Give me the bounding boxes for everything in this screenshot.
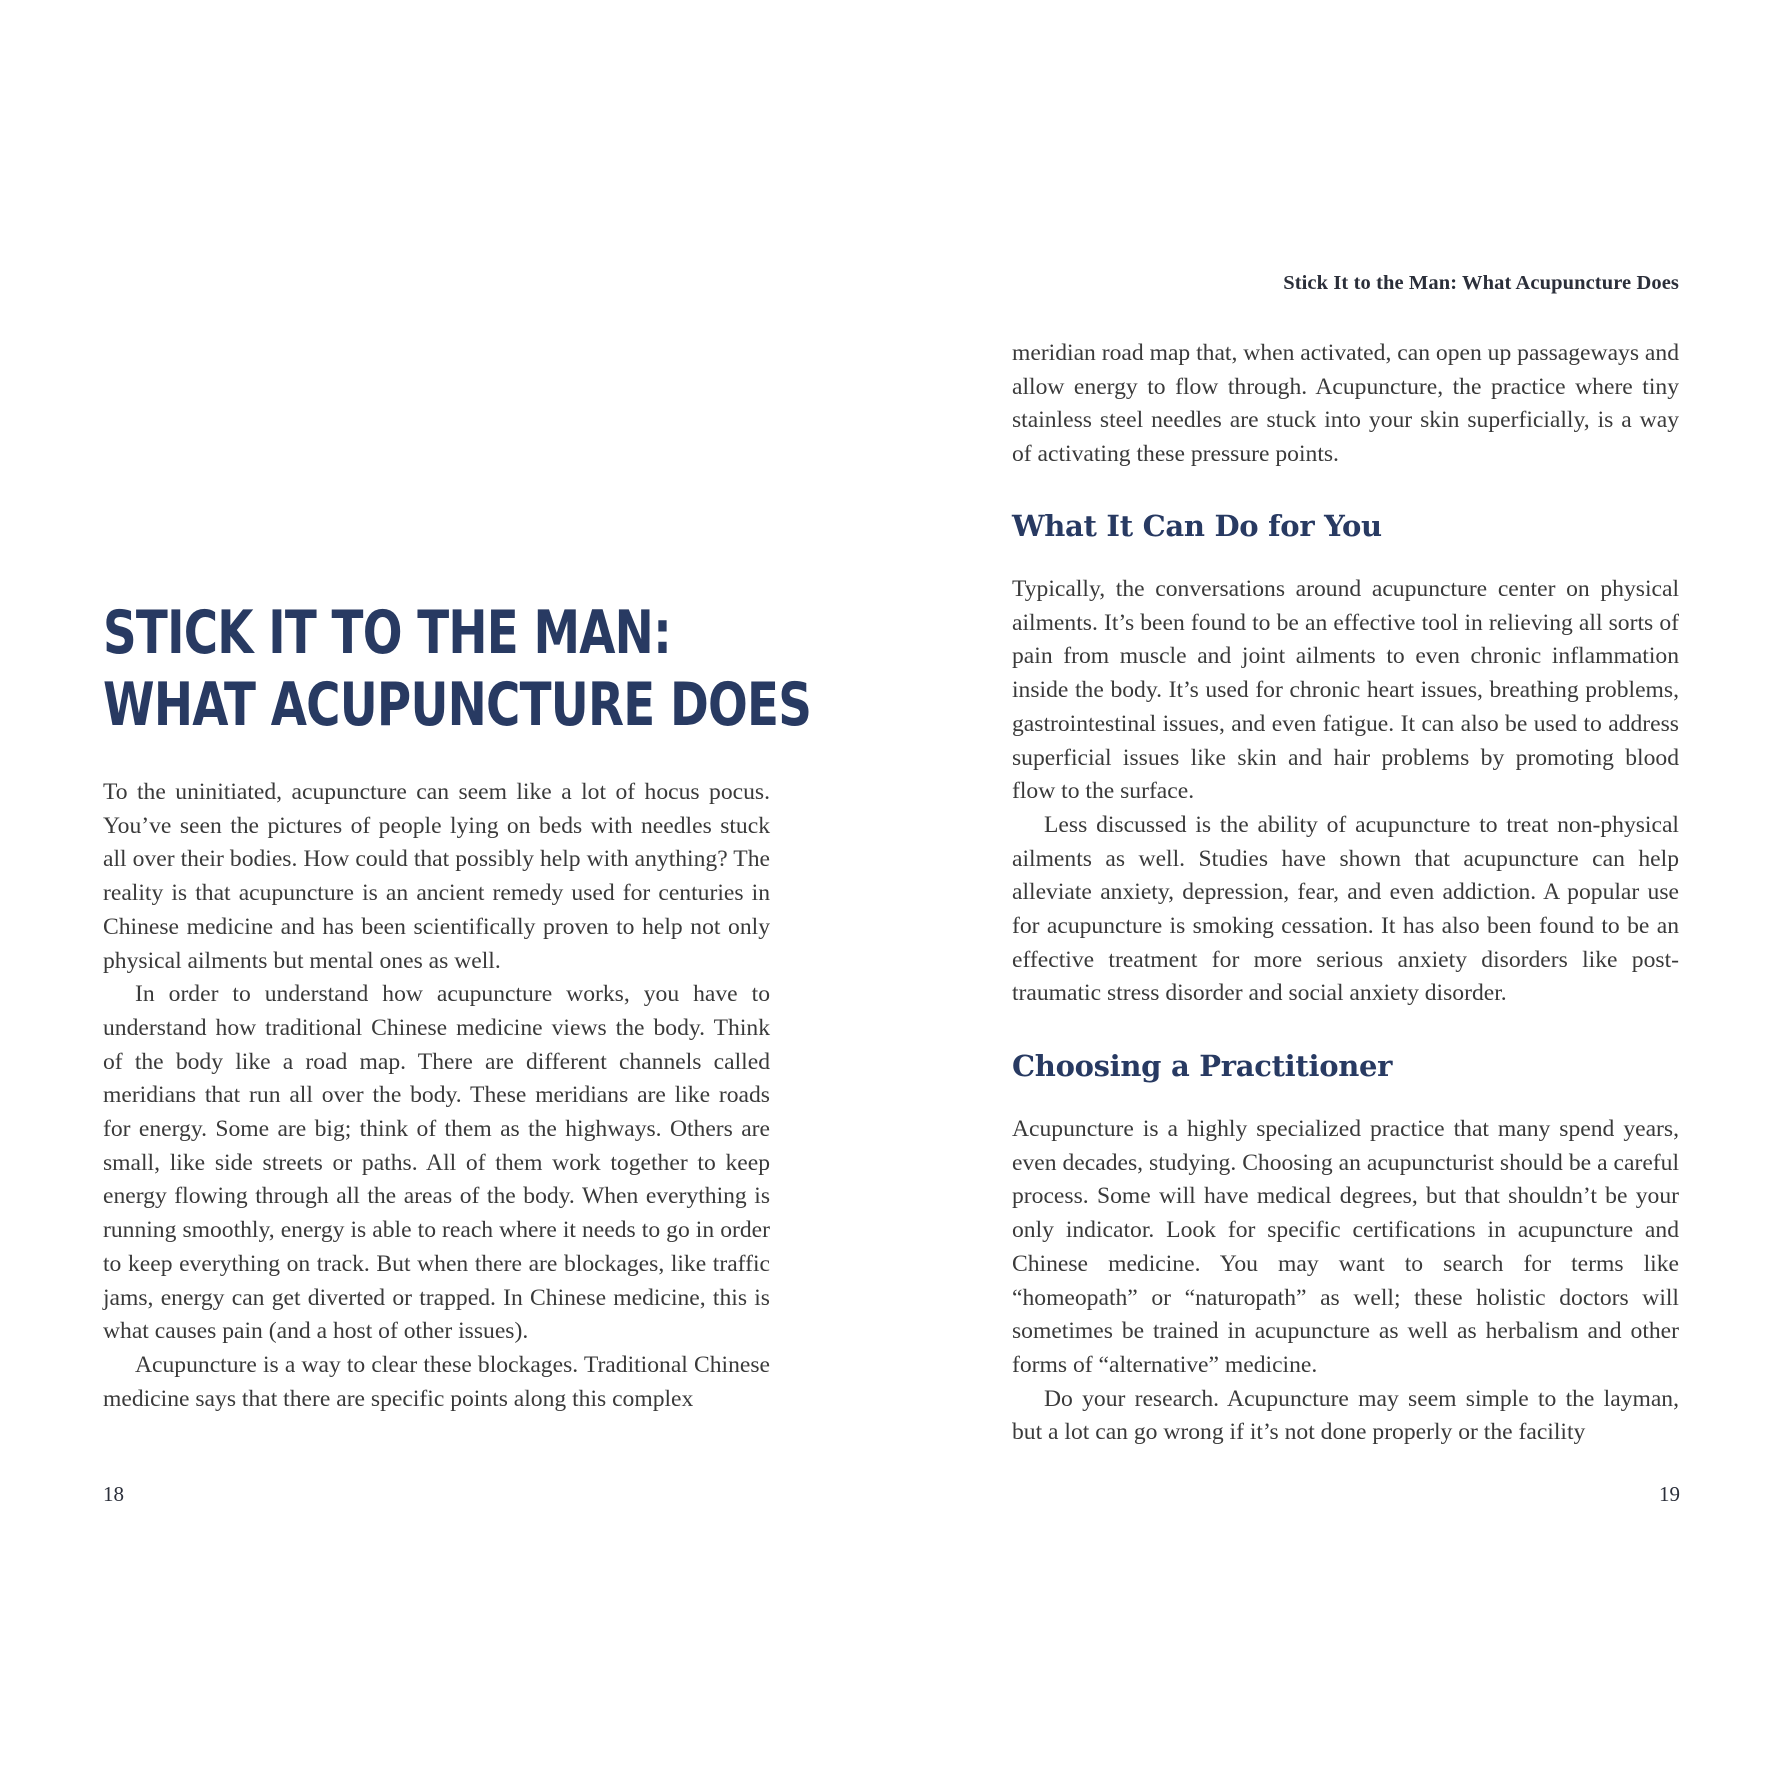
- running-head: Stick It to the Man: What Acupuncture Does: [1283, 272, 1679, 294]
- section-heading-what-it-can-do: What It Can Do for You: [1012, 509, 1382, 543]
- paragraph: In order to understand how acupuncture works, you have to understand how traditional Chinese medicine views the body. Think of the body like a road map. There are different channels called meridians that run all over the body. These meridians are like roads for energy. Some are big; think of them as the highways. Others are small, like side streets or paths. All of them work together to keep energy flowing through all the areas of the body. When everything is running smoothly, energy is able to reach where it needs to go in order to keep everything on track. But when there are blockages, like traffic jams, energy can get diverted or trapped. In Chinese medicine, this is what causes pain (and a host of other issues).: [103, 981, 770, 1345]
- chapter-title-line-2: WHAT ACUPUNCTURE DOES: [103, 670, 812, 740]
- paragraph: To the uninitiated, acupuncture can seem like a lot of hocus pocus. You’ve seen the pictures of people lying on beds with needles stuck all over their bodies. How could that possibly help with anything? The reality is that acupuncture is an ancient remedy used for centuries in Chinese medicine and has been scientifically proven to help not only physical ailments but mental ones as well.: [103, 779, 770, 974]
- paragraph: Do your research. Acupuncture may seem simple to the layman, but a lot can go wrong if it’s not done properly or the facility: [1012, 1385, 1679, 1446]
- paragraph: Less discussed is the ability of acupuncture to treat non-physical ailments as well. Studies have shown that acupuncture can help alleviate anxiety, depression, fear, and even addiction. A popular use for acupuncture is smoking cessation. It has also been found to be an effective treatment for more serious anxiety disorders like post-traumatic stress disorder and social anxiety disorder.: [1012, 811, 1679, 1007]
- chapter-title: [103, 597, 812, 741]
- paragraph: Typically, the conversations around acupuncture center on physical ailments. It’s been found to be an effective tool in relieving all sorts of pain from muscle and joint ailments to even chronic inflammation inside the body. It’s used for chronic heart issues, breathing problems, gastrointestinal issues, and even fatigue. It can also be used to address superficial issues like skin and hair problems by promoting blood flow to the surface.: [1012, 576, 1679, 805]
- paragraph: Acupuncture is a highly specialized practice that many spend years, even decades, studying. Choosing an acupuncturist should be a careful process. Some will have medical degrees, but that shouldn’t be your only indicator. Look for specific certifications in acupuncture and Chinese medicine. You may want to search for terms like “homeopath” or “naturopath” as well; these holistic doctors will sometimes be trained in acupuncture as well as herbalism and other forms of “alternative” medicine.: [1012, 1116, 1679, 1378]
- left-page-body: [103, 776, 770, 1416]
- paragraph: Acupuncture is a way to clear these blockages. Traditional Chinese medicine says that there are specific points along this complex: [103, 1351, 770, 1412]
- section-heading-choosing-practitioner: Choosing a Practitioner: [1012, 1049, 1393, 1083]
- section-body-choosing-practitioner: [1012, 1113, 1679, 1450]
- section-body-what-it-can-do: [1012, 573, 1679, 1011]
- paragraph: meridian road map that, when activated, can open up passageways and allow energy to flow through. Acupuncture, the practice where tiny stainless steel needles are stuck into your skin superficially, is a way of activating these pressure points.: [1012, 340, 1679, 468]
- right-page-continued-text: [1012, 337, 1679, 472]
- page-number-left: 18: [103, 1482, 124, 1506]
- chapter-title-line-1: STICK IT TO THE MAN:: [103, 598, 672, 668]
- page-number-right: 19: [1659, 1482, 1680, 1506]
